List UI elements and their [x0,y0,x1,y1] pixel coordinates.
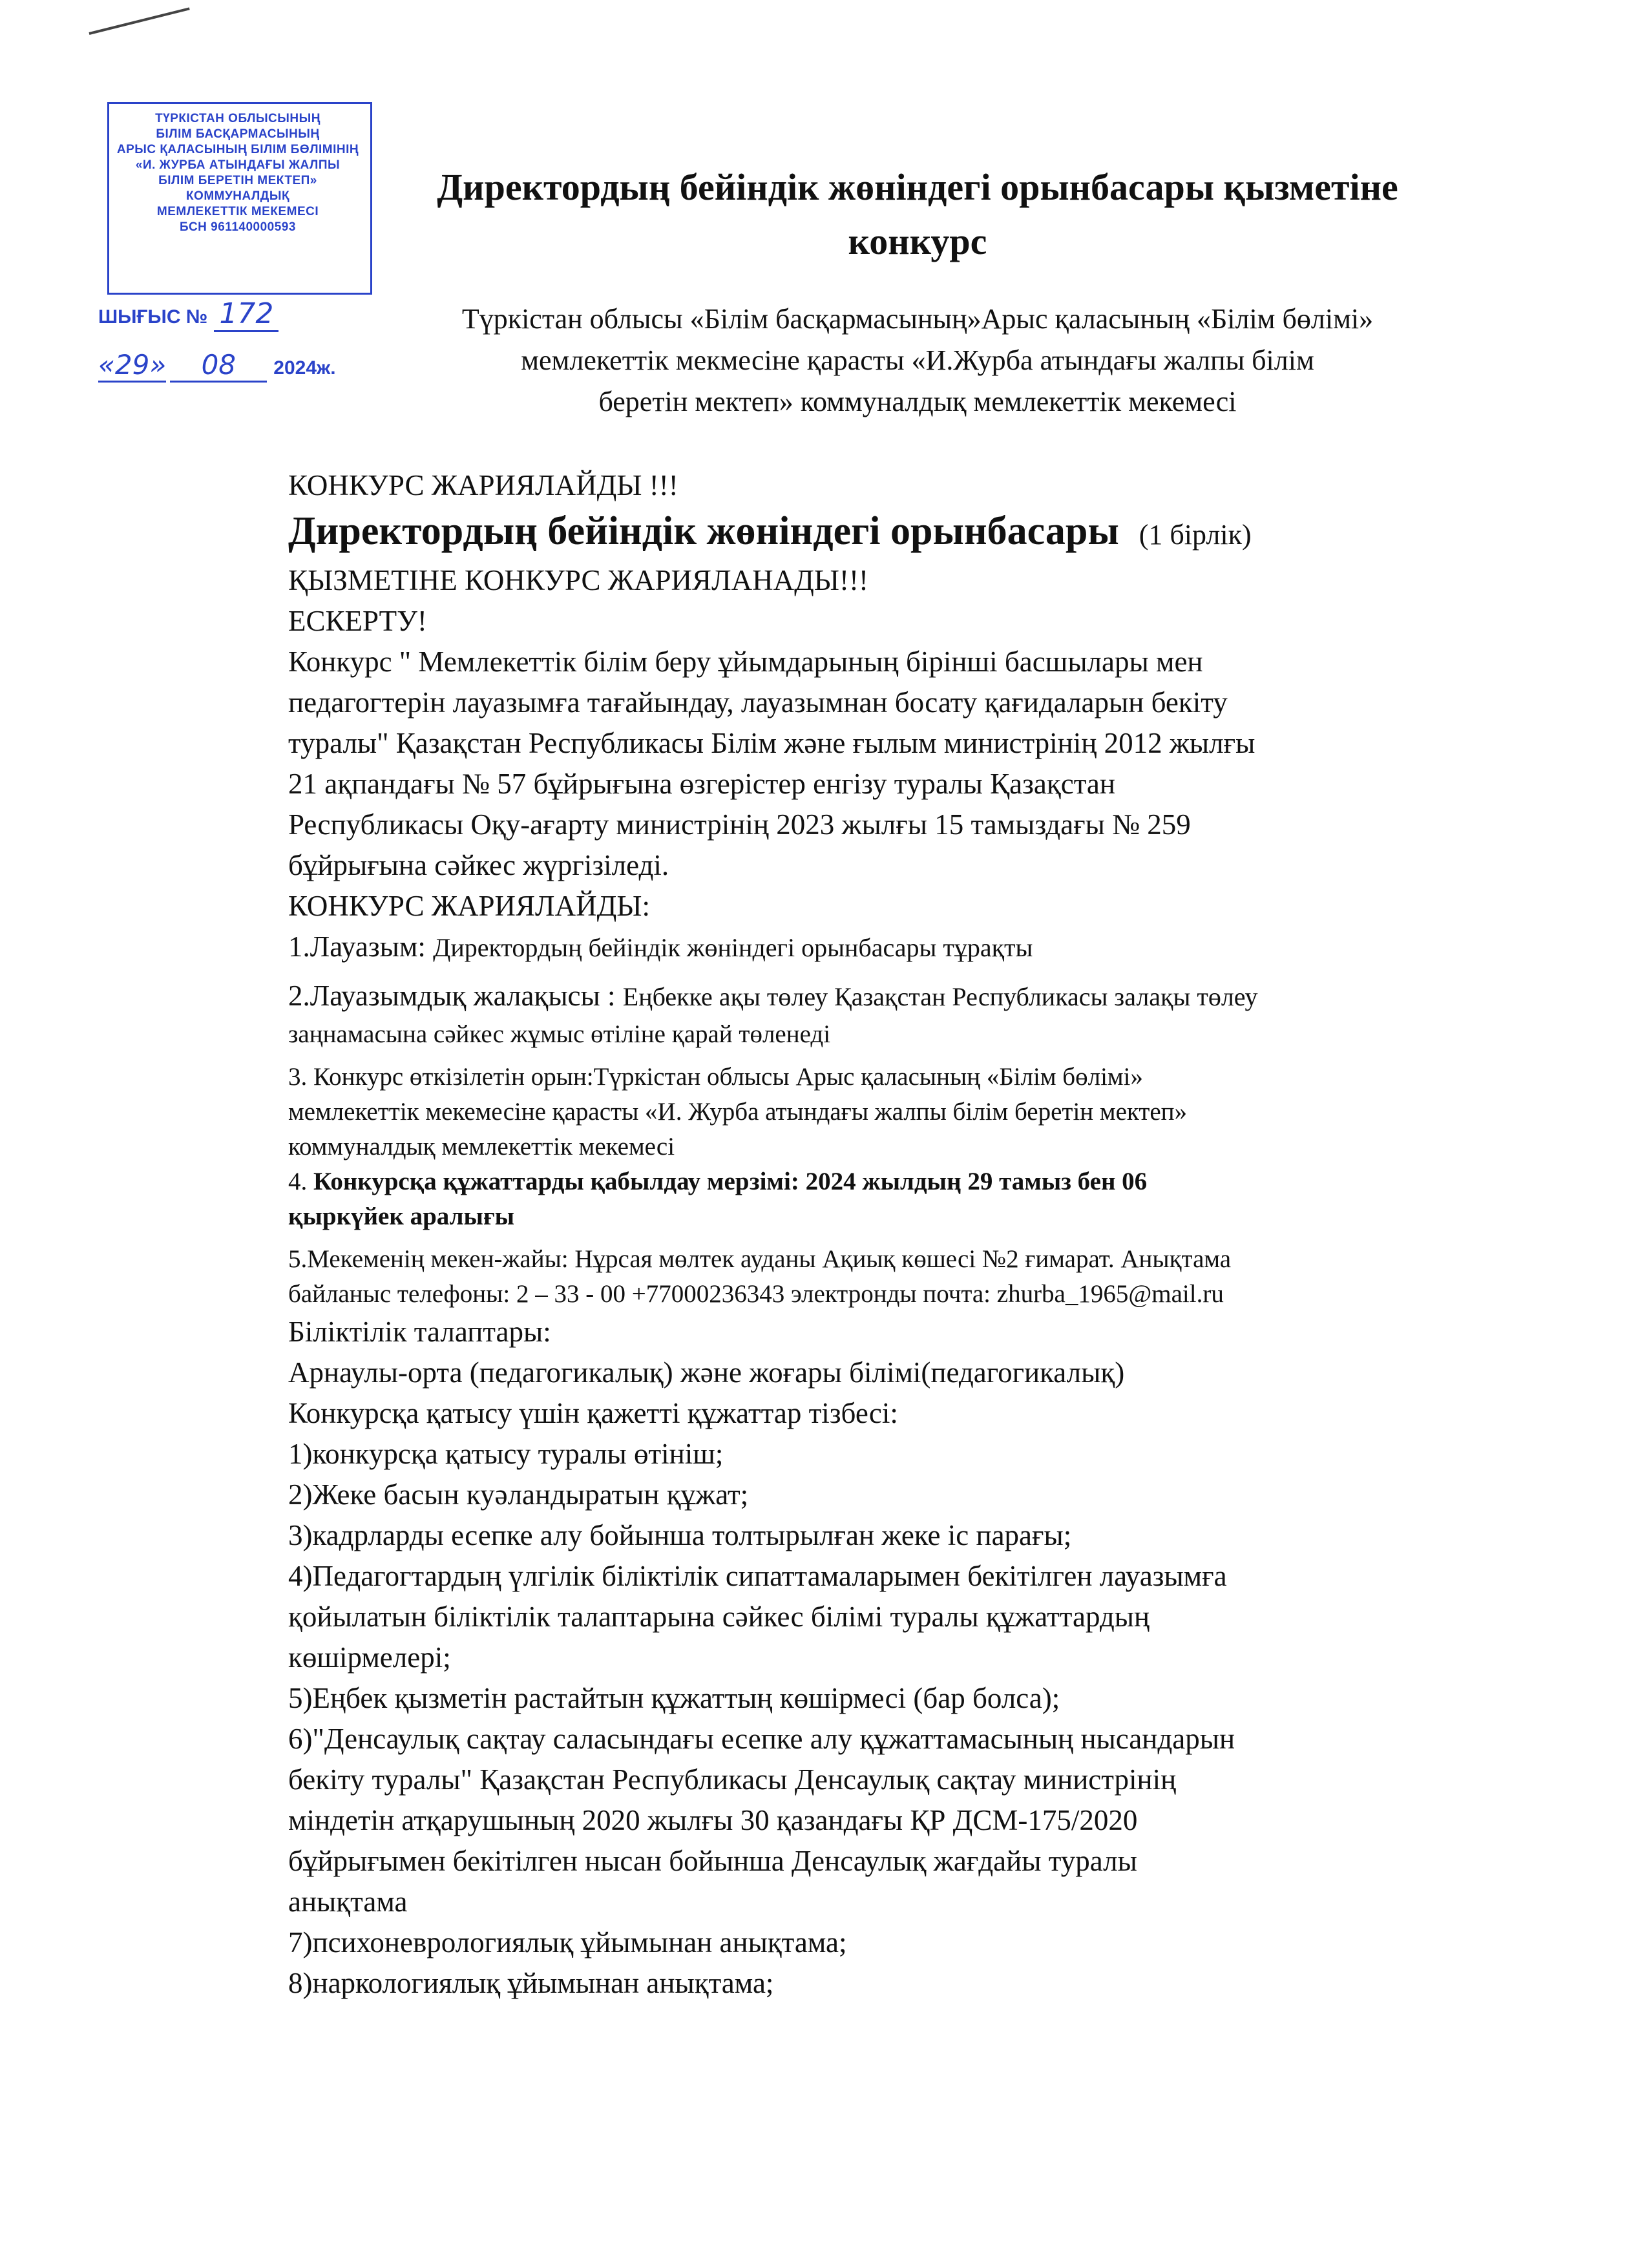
documents-label: Конкурсқа қатысу үшін қажетті құжаттар тізбесі: [288,1397,898,1429]
scan-mark [89,7,190,35]
item-salary-cont: заңнамасына сәйкес жұмыс өтіліне қарай төленеді [288,1020,831,1048]
qualification-text: Арнаулы-орта (педагогикалық) және жоғары білімі(педагогикалық) [288,1356,1125,1389]
item-venue: 3. Конкурс өткізілетін орын:Түркістан облысы Арыс қаласының «Білім бөлімі» [288,1063,1143,1091]
announce-heading-2: ҚЫЗМЕТІНЕ КОНКУРС ЖАРИЯЛАНАДЫ!!! [288,564,868,596]
doc-item-cont: міндетін атқарушының 2020 жылғы 30 қазандағы ҚР ДСМ-175/2020 [288,1804,1138,1836]
doc-item: 3)кадрларды есепке алу бойынша толтырылған жеке іс парағы; [288,1519,1072,1551]
title-line: конкурс [848,220,987,262]
doc-item: 2)Жеке басын куәландыратын құжат; [288,1478,749,1511]
doc-item-cont: бұйрығымен бекітілген нысан бойынша Денсаулық жағдайы туралы [288,1845,1137,1877]
item-salary-value: Еңбекке ақы төлеу Қазақстан Республикасы залақы төлеу [622,982,1258,1011]
organization-subtitle [284,299,1551,423]
announce-heading: КОНКУРС ЖАРИЯЛАЙДЫ !!! [288,469,678,501]
doc-item: 4)Педагогтардың үлгілік біліктілік сипаттамаларымен бекітілген лауазымға [288,1560,1227,1592]
page-title [284,160,1551,269]
doc-item-cont: көшірмелері; [288,1641,451,1674]
stamp-date-year: 2024ж. [273,357,336,379]
doc-item: 5)Еңбек қызметін растайтын құжаттың көшірмесі (бар болса); [288,1682,1060,1714]
stamp-date-month: 08 [170,349,267,383]
subtitle-line: Түркістан облысы «Білім басқармасының»Арыс қаласының «Білім бөлімі» [461,303,1374,335]
stamp-line: ТҮРКІСТАН ОБЛЫСЫНЫҢ [155,112,320,125]
position-heading [288,506,1568,560]
warning-line: туралы" Қазақстан Республикасы Білім және ғылым министрінің 2012 жылғы [288,727,1255,759]
title-line: Директордың бейіндік жөніндегі орынбасары қызметіне [437,166,1398,208]
position-title: Директордың бейіндік жөніндегі орынбасары [288,509,1119,553]
position-unit: (1 бірлік) [1139,519,1252,551]
item-position-value: Директордың бейіндік жөніндегі орынбасары тұрақты [433,933,1033,962]
doc-item: 8)наркологиялық ұйымынан анықтама; [288,1967,774,1999]
item-position [288,927,1568,968]
item-deadline [288,1164,1568,1199]
doc-item: 6)"Денсаулық сақтау саласындағы есепке алу құжаттамасының нысандарын [288,1723,1235,1755]
stamp-line: МЕМЛЕКЕТТІК МЕКЕМЕСІ [156,205,319,218]
warning-line: Республикасы Оқу-ағарту министрінің 2023 жылғы 15 тамыздағы № 259 [288,808,1191,841]
item-venue-cont: мемлекеттік мекемесіне қарасты «И. Журба атындағы жалпы білім беретін мектеп» [288,1098,1188,1126]
announce-heading-3: КОНКУРС ЖАРИЯЛАЙДЫ: [288,890,651,922]
document-body [288,465,1568,2004]
doc-item: 7)психоневрологиялық ұйымынан анықтама; [288,1926,847,1958]
stamp-line: АРЫС ҚАЛАСЫНЫҢ БІЛІМ БӨЛІМІНІҢ [116,143,359,156]
subtitle-line: беретін мектеп» коммуналдық мемлекеттік мекемесі [598,386,1237,417]
stamp-date-day: «29» [98,349,166,383]
item-venue-cont: коммуналдық мемлекеттік мекемесі [288,1133,675,1160]
warning-line: Конкурс " Мемлекеттік білім беру ұйымдарының бірінші басшылары мен [288,646,1203,678]
doc-item-cont: бекіту туралы" Қазақстан Республикасы Денсаулық сақтау министрінің [288,1763,1177,1796]
stamp-line: «И. ЖУРБА АТЫНДАҒЫ ЖАЛПЫ [135,158,341,172]
warning-line: педагогтерін лауазымға тағайындау, лауазымнан босату қағидаларын бекіту [288,686,1228,719]
item-deadline-num: 4. [288,1168,313,1195]
doc-item: 1)конкурсқа қатысу туралы өтініш; [288,1438,724,1470]
item-contact: байланыс телефоны: 2 – 33 - 00 +77000236343 электронды почта: zhurba_1965@mail.ru [288,1280,1224,1308]
qualification-label: Біліктілік талаптары: [288,1316,551,1348]
doc-item-cont: қойылатын біліктілік талаптарына сәйкес білімі туралы құжаттардың [288,1601,1150,1633]
item-position-label: 1.Лауазым: [288,930,434,963]
stamp-line: БІЛІМ БЕРЕТІН МЕКТЕП» [158,174,317,187]
stamp-out-label: ШЫҒЫС № [98,306,208,328]
item-salary [288,976,1568,1017]
stamp-out-number: 172 [214,297,278,332]
subtitle-line: мемлекеттік мекмесіне қарасты «И.Журба атындағы жалпы білім [521,344,1314,376]
warning-line: бұйрығына сәйкес жүргізіледі. [288,849,669,881]
item-salary-label: 2.Лауазымдық жалақысы : [288,980,623,1012]
item-deadline-cont: қыркүйек аралығы [288,1202,515,1230]
warning-line: 21 ақпандағы № 57 бұйрығына өзгерістер енгізу туралы Қазақстан [288,768,1115,800]
doc-item-cont: анықтама [288,1885,408,1918]
stamp-line: КОММУНАЛДЫҚ [185,189,290,203]
stamp-line: БСН 961140000593 [180,220,296,234]
item-address: 5.Мекеменің мекен-жайы: Нұрсая мөлтек ауданы Ақиық көшесі №2 ғимарат. Анықтама [288,1245,1232,1273]
warning-label: ЕСКЕРТУ! [288,605,427,637]
stamp-line: БІЛІМ БАСҚАРМАСЫНЫҢ [156,127,320,141]
item-deadline-text: Конкурсқа құжаттарды қабылдау мерзімі: 2024 жылдың 29 тамыз бен 06 [313,1168,1148,1195]
